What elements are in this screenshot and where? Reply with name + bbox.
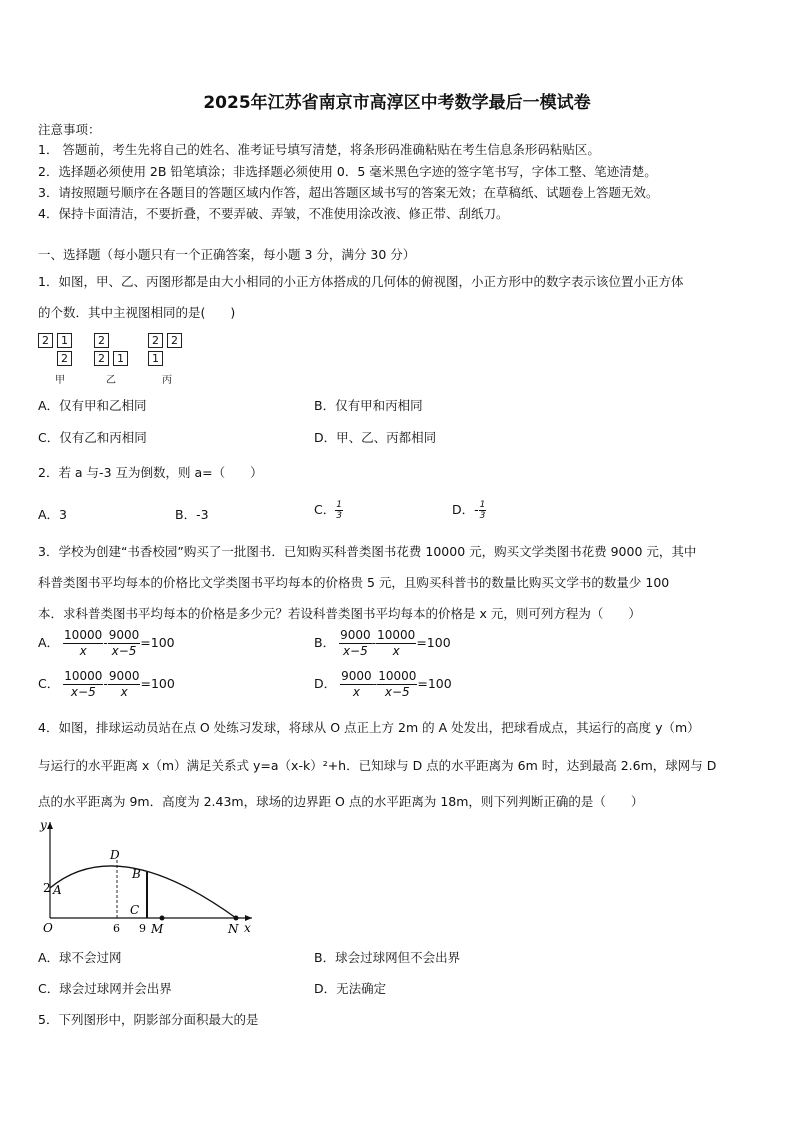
fraction-numerator: 9000	[108, 669, 140, 683]
option-a[interactable]	[38, 628, 175, 659]
fraction-denominator: x	[120, 685, 128, 699]
option-c[interactable]	[38, 669, 175, 700]
fraction-numerator: 10000	[378, 669, 417, 683]
height-label: 2	[43, 881, 51, 895]
question-1-stem-cont: 的个数．其中主视图相同的是( )	[38, 305, 236, 320]
option-d[interactable]: D．无法确定	[314, 981, 387, 996]
grid-cell: 2	[94, 351, 109, 366]
equation-rhs: =100	[416, 635, 451, 650]
fraction-denominator: 3	[336, 511, 342, 521]
option-d[interactable]	[314, 669, 452, 700]
point-n-label: N	[228, 922, 239, 936]
fraction-denominator: x	[79, 644, 87, 658]
fraction	[63, 628, 103, 659]
question-3-stem: 3．学校为创建“书香校园”购买了一批图书．已知购买科普类图书花费 10000 元，购买文学类图书花费 9000 元，其中	[38, 544, 697, 559]
option-a[interactable]: A．仅有甲和乙相同	[38, 398, 147, 413]
trajectory-curve	[50, 866, 236, 918]
fraction	[479, 500, 487, 521]
question-1-stem: 1．如图，甲、乙、丙图形都是由大小相同的小正方体搭成的几何体的俯视图，小正方形中的数字表示该位置小正方体	[38, 274, 684, 289]
point-m	[160, 916, 165, 921]
y-axis-label: y	[40, 818, 47, 832]
grid-label: 乙	[106, 375, 116, 386]
fraction-denominator: x−5	[342, 644, 368, 658]
fraction	[63, 669, 103, 700]
operator: -	[371, 635, 377, 650]
option-label: D．-	[452, 502, 479, 517]
fraction-denominator: x−5	[70, 685, 96, 699]
question-3-stem-cont: 本．求科普类图书平均每本的价格是多少元？若设科普类图书平均每本的价格是 x 元，则可列方程为（ ）	[38, 606, 641, 621]
point-n	[234, 916, 239, 921]
option-a[interactable]: A．球不会过网	[38, 950, 122, 965]
point-c-label: C	[130, 903, 140, 917]
fraction	[339, 628, 372, 659]
fraction-denominator: x	[352, 685, 360, 699]
section-heading: 一、选择题（每小题只有一个正确答案，每小题 3 分，满分 30 分）	[38, 247, 416, 262]
fraction	[335, 500, 343, 521]
question-5-stem: 5．下列图形中，阴影部分面积最大的是	[38, 1012, 259, 1027]
fraction-denominator: x	[392, 644, 400, 658]
option-b[interactable]	[314, 628, 451, 659]
point-d-label: D	[110, 848, 120, 862]
fraction-numerator: 10000	[64, 628, 103, 642]
x-axis-label: x	[244, 921, 251, 935]
fraction-numerator: 9000	[341, 669, 372, 683]
operator: -	[372, 676, 378, 691]
tick-nine: 9	[139, 922, 146, 935]
question-2-stem: 2．若 a 与-3 互为倒数，则 a=（ ）	[38, 465, 263, 480]
fraction-numerator: 10000	[377, 628, 416, 642]
notice-item: 3．请按照题号顺序在各题目的答题区域内作答，超出答题区域书写的答案无效；在草稿纸、试题卷上答题无效。	[38, 185, 659, 200]
fraction-numerator: 10000	[64, 669, 103, 683]
point-a-label: A	[53, 883, 62, 897]
option-label: C．	[314, 502, 336, 517]
operator: -	[103, 635, 108, 650]
fraction	[376, 628, 416, 659]
option-b[interactable]: B．球会过球网但不会出界	[314, 950, 461, 965]
point-m-label: M	[151, 922, 164, 936]
option-label: C．	[38, 676, 60, 691]
question-3-stem-cont: 科普类图书平均每本的价格比文学类图书平均每本的价格贵 5 元，且购买科普书的数量比购买文学书的数量少 100	[38, 575, 670, 590]
notice-item: 1． 答题前，考生先将自己的姓名、准考证号填写清楚，将条形码准确粘贴在考生信息条形码粘贴区。	[38, 142, 600, 157]
origin-label: O	[43, 921, 53, 935]
fraction-numerator: 1	[336, 500, 342, 510]
option-d[interactable]: D．甲、乙、丙都相同	[314, 430, 437, 445]
tick-six: 6	[113, 922, 120, 935]
grid-cell: 2	[94, 333, 109, 348]
point-b-label: B	[132, 867, 141, 881]
option-b[interactable]: B．仅有甲和丙相同	[314, 398, 423, 413]
option-label: A．	[38, 635, 60, 650]
grid-cell: 1	[148, 351, 163, 366]
equation-rhs: =100	[417, 676, 452, 691]
grid-label: 甲	[55, 375, 65, 386]
fraction	[108, 669, 141, 700]
question-4-stem: 4．如图，排球运动员站在点 O 处练习发球，将球从 O 点正上方 2m 的 A 处发出，把球看成点，其运行的高度 y（m）	[38, 720, 700, 735]
operator: -	[103, 676, 108, 691]
option-label: D．	[314, 676, 337, 691]
grid-cell: 1	[57, 333, 72, 348]
fraction	[340, 669, 373, 700]
grid-cell: 2	[38, 333, 53, 348]
fraction	[377, 669, 417, 700]
fraction-denominator: x−5	[111, 644, 137, 658]
fraction-denominator: 3	[479, 511, 486, 521]
option-label: B．	[314, 635, 336, 650]
option-c[interactable]: C．球会过球网并会出界	[38, 981, 172, 996]
grid-label: 丙	[162, 375, 172, 386]
equation-rhs: =100	[140, 635, 175, 650]
fraction	[108, 628, 141, 659]
grid-cell: 2	[57, 351, 72, 366]
grid-cell: 2	[167, 333, 182, 348]
equation-rhs: =100	[140, 676, 175, 691]
notice-item: 4．保持卡面清洁，不要折叠，不要弄破、弄皱，不准使用涂改液、修正带、刮纸刀。	[38, 206, 509, 221]
fraction-denominator: x−5	[384, 685, 410, 699]
notice-item: 2．选择题必须使用 2B 铅笔填涂；非选择题必须使用 0．5 毫米黑色字迹的签字笔书写，字体工整、笔迹清楚。	[38, 164, 657, 179]
fraction-numerator: 1	[479, 500, 486, 510]
option-c[interactable]	[314, 500, 343, 521]
notice-heading: 注意事项：	[38, 122, 101, 137]
y-axis-arrow	[47, 822, 53, 829]
option-c[interactable]: C．仅有乙和丙相同	[38, 430, 147, 445]
page-title: 2025年江苏省南京市高淳区中考数学最后一模试卷	[203, 93, 591, 113]
grid-cell: 1	[113, 351, 128, 366]
option-b[interactable]: B．-3	[175, 507, 209, 522]
option-a[interactable]: A．3	[38, 507, 68, 522]
question-4-stem-cont: 点的水平距离为 9m．高度为 2.43m，球场的边界距 O 点的水平距离为 18m，则下列判断正确的是（ ）	[38, 794, 644, 809]
fraction-numerator: 9000	[108, 628, 140, 642]
volleyball-trajectory-figure	[30, 814, 260, 938]
grid-cell: 2	[148, 333, 163, 348]
question-4-stem-cont: 与运行的水平距离 x（m）满足关系式 y=a（x-k）²+h．已知球与 D 点的水平距离为 6m 时，达到最高 2.6m，球网与 D	[38, 758, 717, 773]
option-d[interactable]	[452, 500, 486, 521]
fraction-numerator: 9000	[340, 628, 371, 642]
